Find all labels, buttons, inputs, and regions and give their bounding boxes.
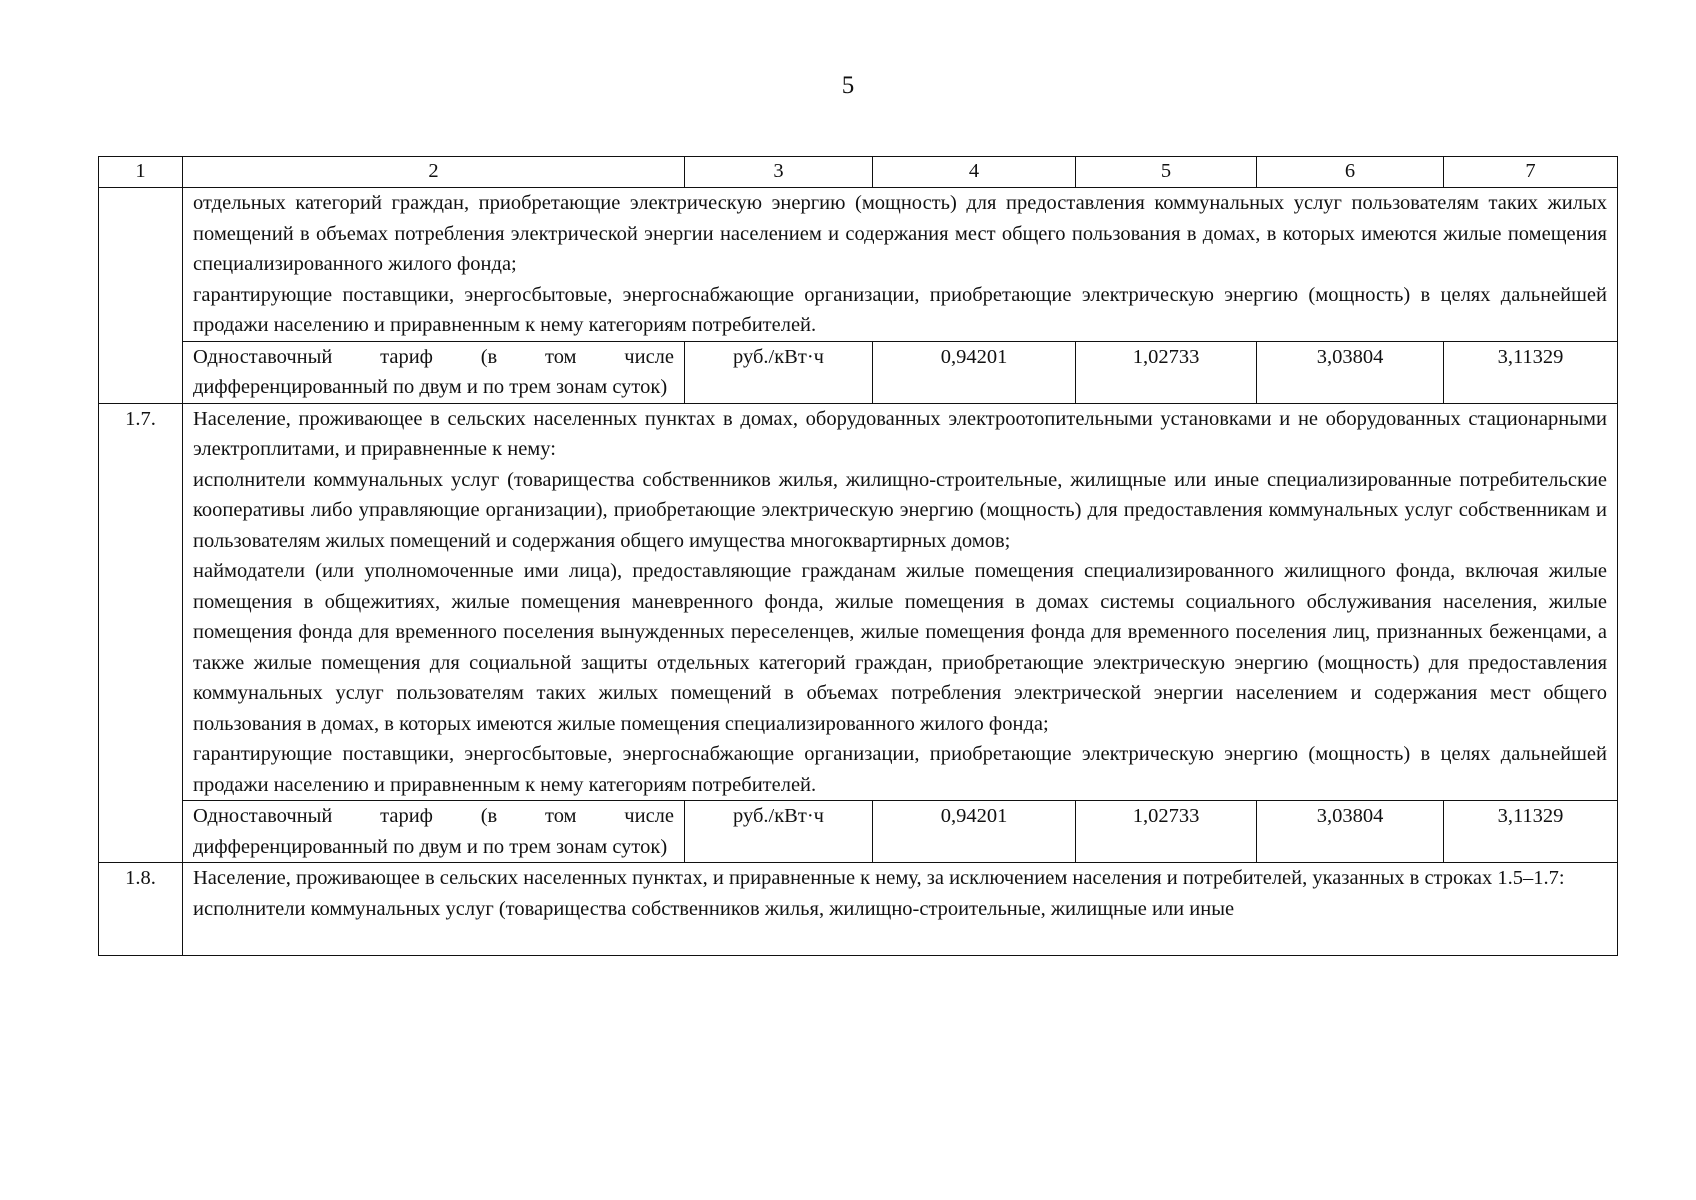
row-number: 1.8.	[99, 863, 183, 956]
tariff-value: 3,11329	[1444, 801, 1618, 863]
table-row	[99, 188, 1618, 342]
row-number-cell	[99, 188, 183, 404]
tariff-value: 3,03804	[1257, 341, 1444, 403]
tariff-row	[99, 801, 1618, 863]
description-paragraph: гарантирующие поставщики, энергосбытовые, энергоснабжающие организации, приобретающие электрическую энергию (мощность) в целях дальнейшей продажи населению и приравненным к нему категориям потребителей.	[193, 743, 1607, 796]
row-description	[183, 403, 1618, 801]
column-header: 2	[183, 157, 685, 188]
page-number: 5	[841, 72, 855, 99]
row-description	[183, 863, 1618, 956]
tariff-row	[99, 341, 1618, 403]
description-paragraph: исполнители коммунальных услуг (товарищества собственников жилья, жилищно-строительные, жилищные или иные специализированные потребительские кооперативы либо управляющие организации), приобретающие электрическую энергию (мощность) для предоставления коммунальных услуг собственникам и пользователям жилых помещений и содержания общего имущества многоквартирных домов;	[193, 468, 1607, 552]
description-paragraph: исполнители коммунальных услуг (товарищества собственников жилья, жилищно-строительные, жилищные или иные	[193, 897, 1235, 920]
tariff-name: Одноставочный тариф (в том числе дифференцированный по двум и по трем зонам суток)	[183, 341, 685, 403]
row-number: 1.7.	[99, 403, 183, 863]
tariff-value: 1,02733	[1076, 801, 1257, 863]
column-header: 7	[1444, 157, 1618, 188]
tariff-value: 3,03804	[1257, 801, 1444, 863]
continued-description	[183, 188, 1618, 342]
column-header: 6	[1257, 157, 1444, 188]
column-header: 1	[99, 157, 183, 188]
description-paragraph: гарантирующие поставщики, энергосбытовые, энергоснабжающие организации, приобретающие электрическую энергию (мощность) в целях дальнейшей продажи населению и приравненным к нему категориям потребителей.	[193, 283, 1607, 336]
tariff-value: 1,02733	[1076, 341, 1257, 403]
column-header: 4	[873, 157, 1076, 188]
tariff-value: 0,94201	[873, 801, 1076, 863]
column-header: 5	[1076, 157, 1257, 188]
table-row	[99, 863, 1618, 956]
description-paragraph: отдельных категорий граждан, приобретающие электрическую энергию (мощность) для предоставления коммунальных услуг пользователям таких жилых помещений в объемах потребления электрической энергии населением и содержания мест общего пользования в домах, в которых имеются жилые помещения специализированного жилого фонда;	[193, 192, 1607, 275]
table-row	[99, 403, 1618, 801]
column-number-row	[99, 157, 1618, 188]
tariff-unit: руб./кВт·ч	[685, 801, 873, 863]
tariff-value: 3,11329	[1444, 341, 1618, 403]
tariff-table	[98, 156, 1618, 956]
tariff-value: 0,94201	[873, 341, 1076, 403]
tariff-unit: руб./кВт·ч	[685, 341, 873, 403]
description-paragraph: наймодатели (или уполномоченные ими лица), предоставляющие гражданам жилые помещения специализированного жилищного фонда, включая жилые помещения в общежитиях, жилые помещения маневренного фонда, жилые помещения в домах системы социального обслуживания населения, жилые помещения фонда для временного поселения вынужденных переселенцев, жилые помещения фонда для временного поселения лиц, признанных беженцами, а также жилые помещения для социальной защиты отдельных категорий граждан, приобретающие электрическую энергию (мощность) для предоставления коммунальных услуг пользователям таких жилых помещений в объемах потребления электрической энергии населением и содержания мест общего пользования в домах, в которых имеются жилые помещения специализированного жилого фонда;	[193, 560, 1607, 735]
description-paragraph: Население, проживающее в сельских населенных пунктах в домах, оборудованных электроотопительными установками и не оборудованных стационарными электроплитами, и приравненные к нему:	[193, 407, 1607, 460]
description-paragraph: Население, проживающее в сельских населенных пунктах, и приравненные к нему, за исключением населения и потребителей, указанных в строках 1.5–1.7:	[193, 867, 1565, 889]
tariff-name: Одноставочный тариф (в том числе дифференцированный по двум и по трем зонам суток)	[183, 801, 685, 863]
column-header: 3	[685, 157, 873, 188]
